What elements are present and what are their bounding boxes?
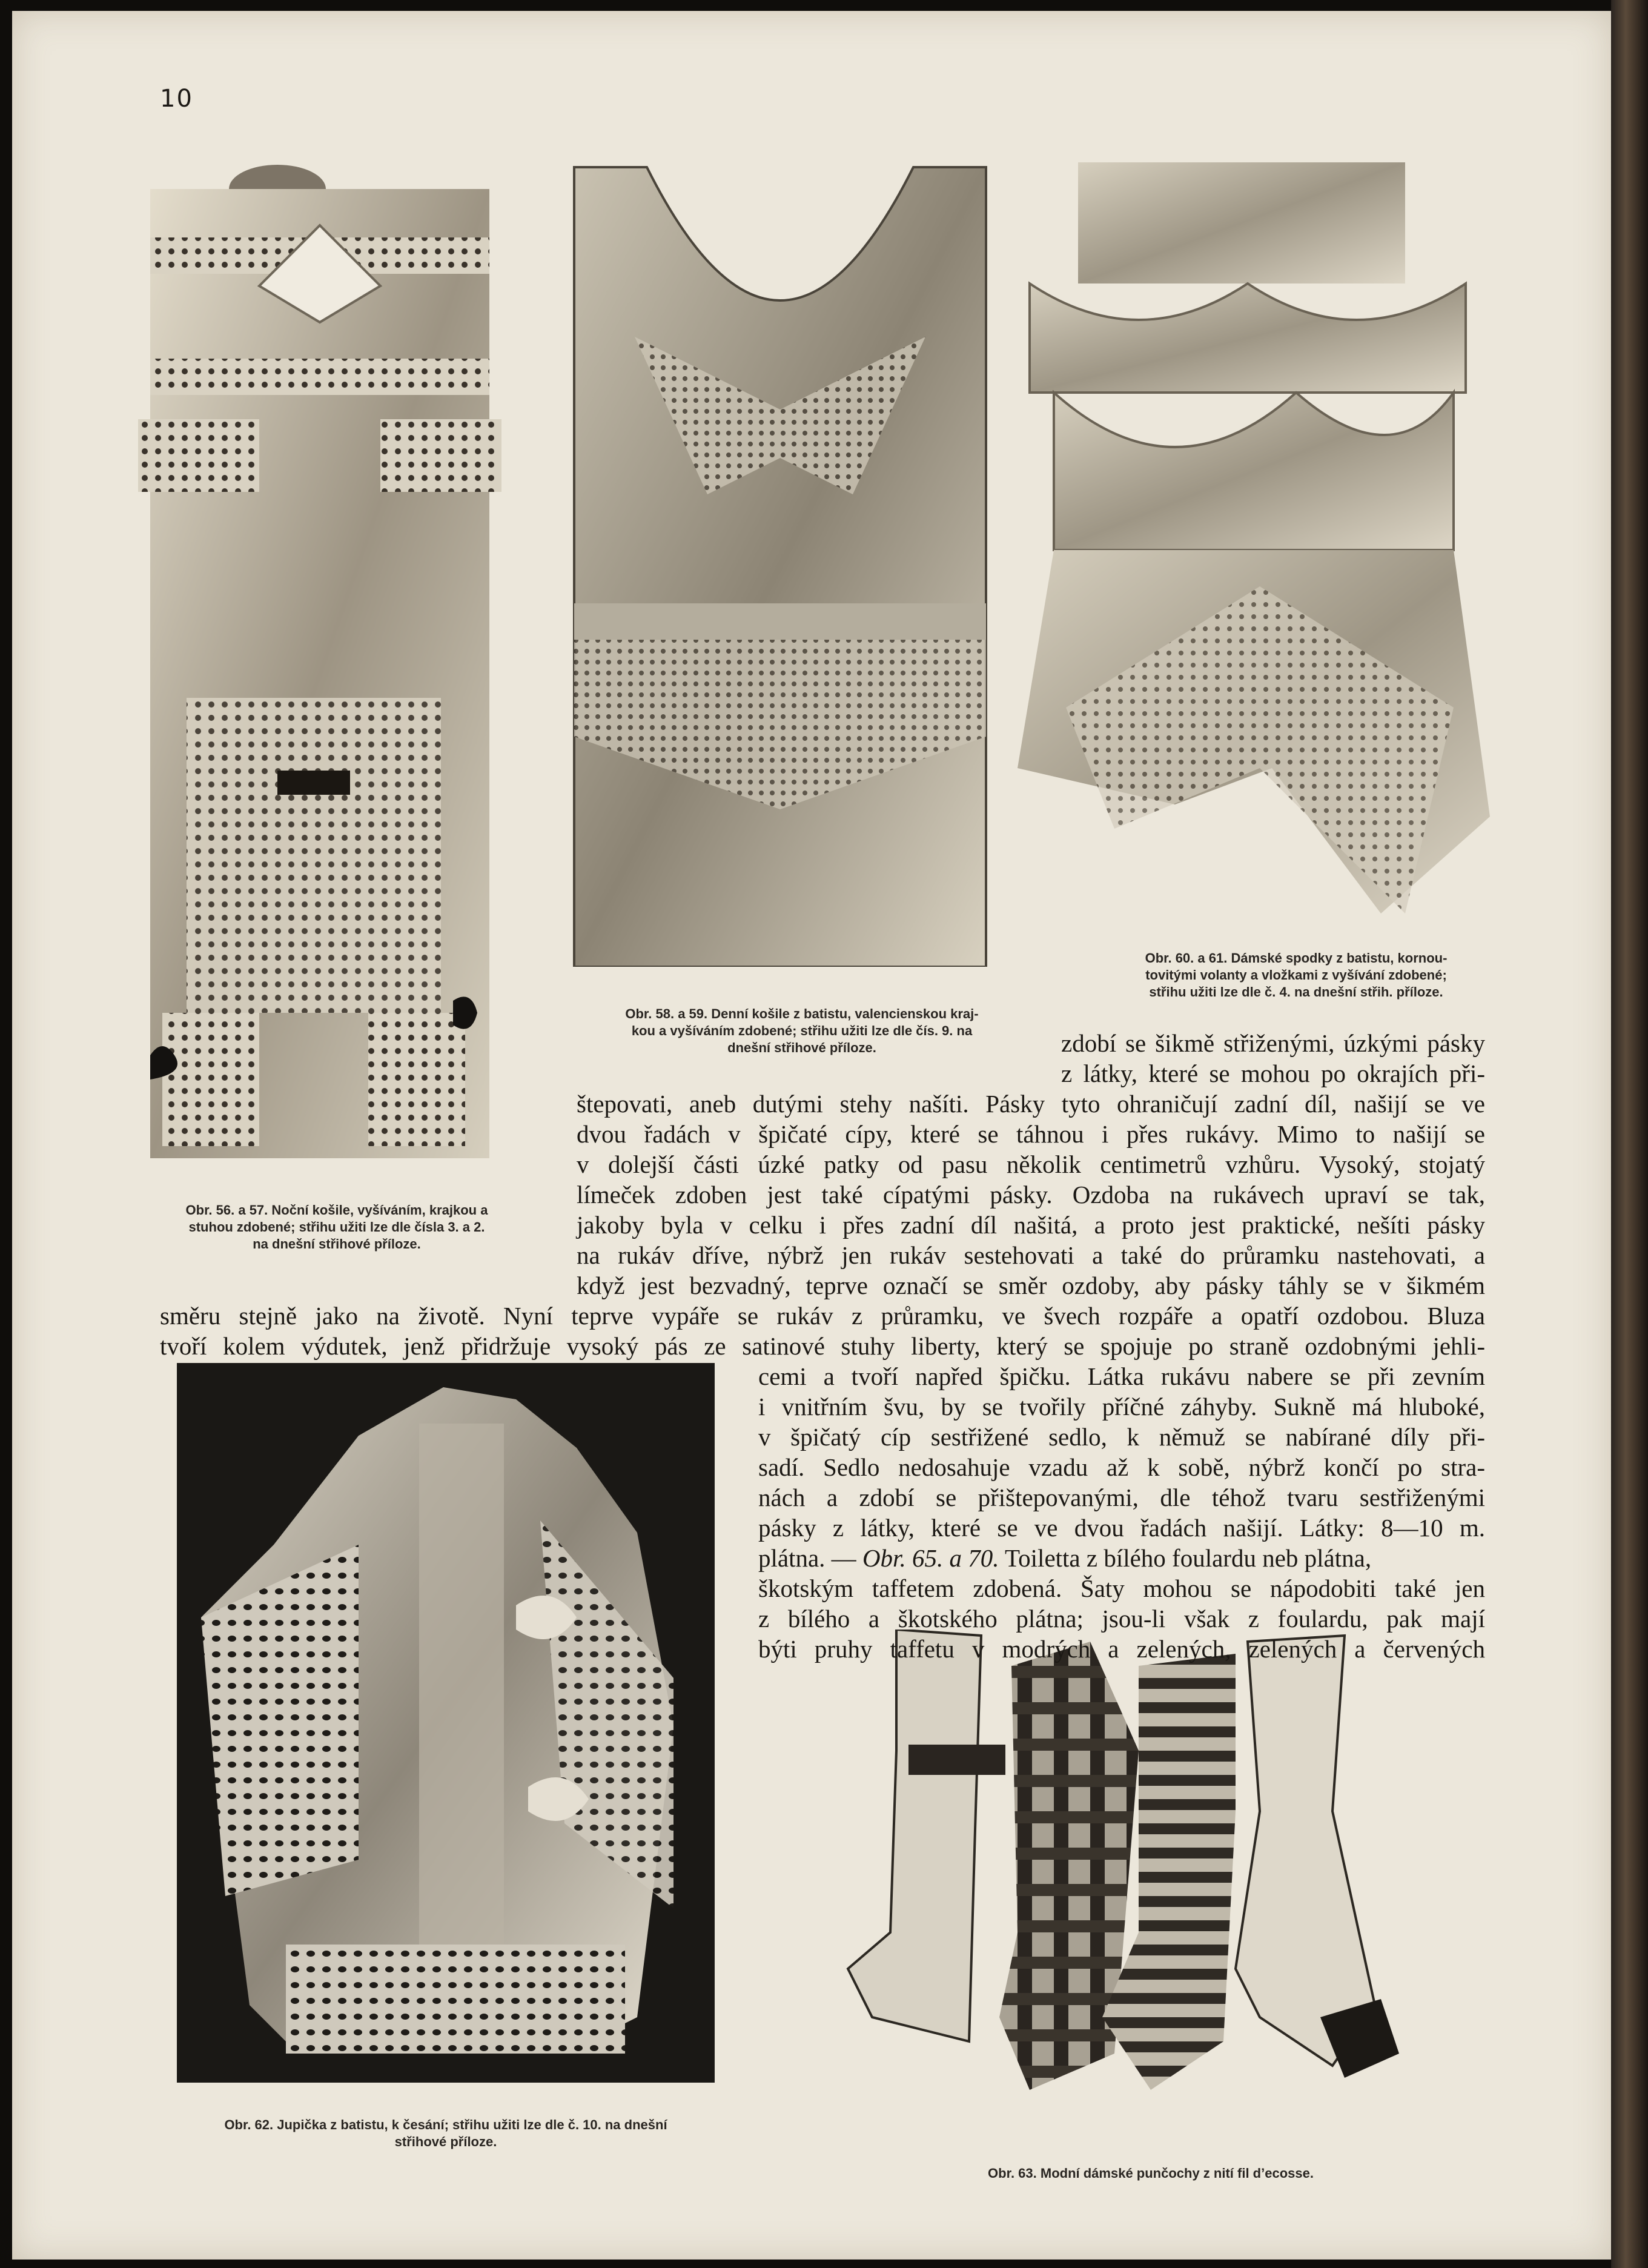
text-line-20: z bílého a škotského plátna; jsou-li však z foulardu, pak mají: [758, 1605, 1485, 1633]
figure-63: [799, 1630, 1454, 2114]
caption-fig-58-59: Obr. 58. a 59. Denní košile z batistu, valencienskou kraj- kou a vyšíváním zdobené; střihu užiti lze dle čís. 9. na dnešní střihové příloze.: [625, 1006, 979, 1055]
text-line-14: v špičatý cíp sestřižené sedlo, k němuž se nabírané díly při-: [758, 1423, 1485, 1451]
figure-62: [177, 1363, 715, 2083]
caption-fig-56-57: Obr. 56. a 57. Noční košile, vyšíváním, krajkou a stuhou zdobené; střihu užiti lze dle čísla 3. a 2. na dnešní střihové příloze.: [185, 1202, 488, 1252]
book-spine: [1611, 0, 1648, 2268]
figure-58-59: [538, 155, 1022, 967]
text-line-3: štepovati, aneb dutými stehy našíti. Pásky tyto ohraničují zadní díl, našijí se ve: [577, 1090, 1485, 1118]
text-line-8: na rukáv dříve, nýbrž jen rukáv sestehovati a také do průramku nastehovati, a: [577, 1241, 1485, 1269]
figure-60-61: [1018, 162, 1502, 926]
fashion-stockings-illustration: [799, 1630, 1454, 2114]
caption-fig-63: Obr. 63. Modní dámské punčochy z nití fil d’ecosse.: [988, 2166, 1314, 2181]
text-line-7: jakoby byla v celku i přes zadní díl našitá, a proto jest praktické, nešíti pásky: [577, 1211, 1485, 1239]
text-line-13: i vnitřním švu, by se tvořily příčné záhyby. Sukně má hluboké,: [758, 1393, 1485, 1421]
text-line-11: tvoří kolem výdutek, jenž přidržuje vysoký pás ze satinové stuhy liberty, který se spojuje po straně ozdobnými jehli-: [160, 1332, 1485, 1360]
caption-fig-62: Obr. 62. Jupička z batistu, k česání; střihu užiti lze dle č. 10. na dnešní střihové příloze.: [224, 2117, 667, 2149]
page-number: 10: [160, 85, 193, 113]
text-line-10: směru stejně jako na životě. Nyní teprve vypáře se rukáv z průramku, ve švech rozpáře a opatří ozdobou. Bluza: [160, 1302, 1485, 1330]
ladies-drawers-illustration: [1018, 162, 1502, 926]
text-line-15: sadí. Sedlo nedosahuje vzadu až k sobě, nýbrž končí po stra-: [758, 1453, 1485, 1481]
text-line-4: dvou řadách v špičaté cípy, které se táhnou i přes rukávy. Mimo to našijí se: [577, 1120, 1485, 1148]
text-line-6: límeček zdoben jest také cípatými pásky. Ozdoba na rukávech upraví se tak,: [577, 1181, 1485, 1209]
embroidered-nightgown-illustration: [138, 165, 526, 1173]
day-chemise-illustration: [538, 155, 1022, 967]
text-line-5: v dolejší části úzké patky od pasu několik centimetrů vzhůru. Vysoký, stojatý: [577, 1150, 1485, 1178]
text-line-1: zdobí se šikmě střiženými, úzkými pásky: [1061, 1029, 1485, 1057]
text-line-2: z látky, které se mohou po okrajích při-: [1061, 1059, 1485, 1087]
text-line-16: nách a zdobí se přištepovanými, dle téhož tvaru sestřiženými: [758, 1484, 1485, 1511]
text-line-9: když jest bezvadný, teprve označí se směr ozdoby, aby pásky táhly se v šikmém: [577, 1272, 1485, 1299]
text-line-17: pásky z látky, které se ve dvou řadách našijí. Látky: 8—10 m.: [758, 1514, 1485, 1542]
text-line-18: plátna. — Obr. 65. a 70. Toiletta z bílého foulardu neb plátna,: [758, 1544, 1372, 1572]
batiste-dressing-jacket-photo: [177, 1363, 715, 2083]
text-line-21: býti pruhy taffetu v modrých a zelených, zelených a červených: [758, 1635, 1485, 1663]
caption-fig-60-61: Obr. 60. a 61. Dámské spodky z batistu, kornou- tovitými volanty a vložkami z vyšívání zdobené; střihu užiti lze dle č. 4. na dnešní střih. příloze.: [1145, 950, 1448, 1000]
figure-56-57: [138, 165, 526, 1173]
text-line-19: škotským taffetem zdobená. Šaty mohou se nápodobiti také jen: [758, 1574, 1485, 1602]
text-line-12: cemi a tvoří napřed špičku. Látka rukávu nabere se při zevním: [758, 1362, 1485, 1390]
